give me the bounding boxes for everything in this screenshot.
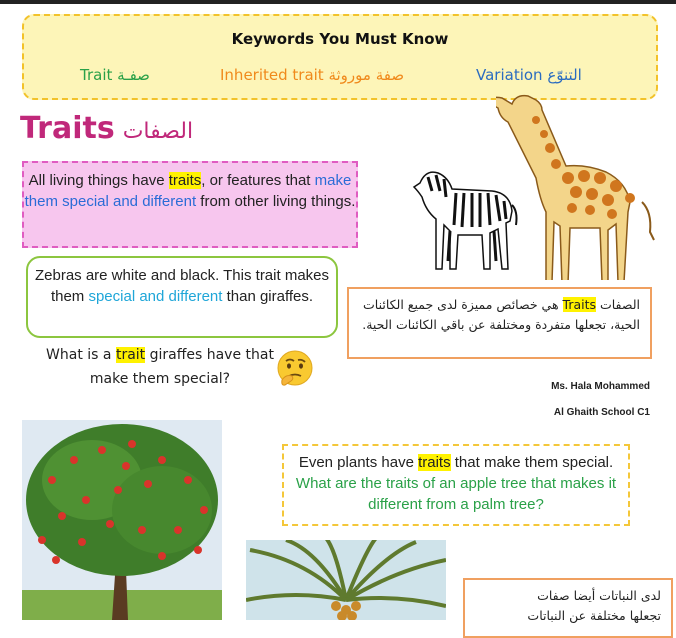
keyword-trait: Trait صفـة (80, 66, 150, 84)
question-highlight: trait (115, 347, 146, 363)
plants-box (282, 444, 630, 526)
keyword-inherited-trait: Inherited trait صفة موروثة (220, 66, 405, 84)
giraffe-question (40, 343, 280, 391)
intro-text-3: from other living things. (196, 193, 356, 210)
arabic-definition-box (347, 287, 652, 359)
intro-highlight: traits (168, 172, 202, 189)
zebra-text-2: than giraffes. (222, 288, 314, 305)
question-text-1: What is a (46, 347, 116, 363)
arabic-highlight: Traits (562, 297, 596, 312)
teacher-name: Ms. Hala Mohammed (551, 381, 650, 392)
page-title (20, 111, 193, 146)
top-rule (0, 0, 676, 4)
giraffe-image (496, 90, 656, 280)
plants-highlight: traits (418, 454, 451, 471)
keyword-variation: Variation التنوّع (476, 66, 582, 84)
zebra-box (26, 256, 338, 338)
thinking-face-icon (274, 348, 316, 390)
zebra-cyan-text: special and different (88, 288, 223, 305)
intro-blue-text: make them special and different (24, 172, 352, 210)
plants-green-question: What are the traits of an apple tree that makes it different from a palm tree? (295, 475, 617, 513)
question-text-2: giraffes have that make them special? (89, 347, 274, 387)
title-arabic: الصفات (122, 119, 194, 144)
plants-text-1: Even plants have (298, 454, 419, 471)
arabic-text-1: الصفات (596, 297, 640, 312)
arabic-text-2: هي خصائص مميزة لدى جميع الكائنات الحية، تجعلها متفردة ومختلفة عن باقي الكائنات الحية. (362, 297, 640, 332)
school-name: Al Ghaith School C1 (553, 407, 650, 418)
intro-box (22, 161, 358, 248)
keywords-box (22, 14, 658, 100)
title-english: Traits (20, 111, 115, 146)
palm-tree-image (246, 540, 446, 620)
arabic-plants-line-2: تجعلها مختلفة عن النباتات (527, 608, 661, 623)
arabic-plants-box (463, 578, 673, 638)
intro-text-2: , or features that (201, 172, 315, 189)
zebra-text-1: Zebras are white and black. This trait makes them (34, 267, 330, 305)
plants-text-2: that make them special. (450, 454, 614, 471)
arabic-plants-line-1: لدى النباتات أيضا صفات (537, 588, 661, 603)
intro-text-1: All living things have (28, 172, 169, 189)
keywords-title: Keywords You Must Know (231, 30, 449, 48)
apple-tree-image (22, 420, 222, 620)
